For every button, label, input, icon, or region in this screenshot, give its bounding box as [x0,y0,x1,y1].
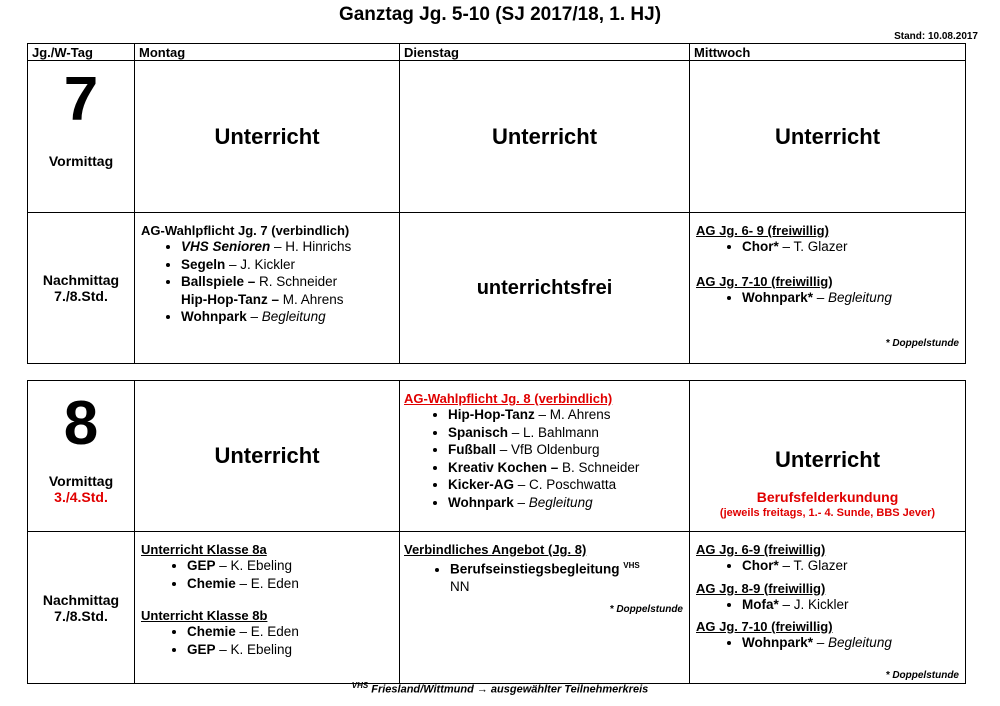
page-title: Ganztag Jg. 5-10 (SJ 2017/18, 1. HJ) [338,4,662,25]
row-label-7-vm [28,61,135,213]
note-doppelstunde: * Doppelstunde [885,670,959,681]
cell-8-di-nm: Verbindliches Angebot (Jg. 8) • Berufseinstiegsbegleitung $^{VHS}$ NN * Doppelstunde [400,532,690,684]
header-jg: Jg./W-Tag [28,44,135,61]
note-doppelstunde: * Doppelstunde [609,604,683,615]
grade-number: 7 [63,65,99,134]
cell-7-mo-nm: AG-Wahlpflicht Jg. 7 (verbindlich) • VHS Senioren – H. Hinrichs • Segeln – J. Kickler • Ballspiele – R. Schneider Hip-Hop-Tanz – M. Ahrens • Wohnpark – Begleitung [135,213,400,364]
stand-date: Stand: 10.08.2017 [894,31,978,42]
cell-7-mo-vm: Unterricht [135,61,400,213]
cell-8-mo-nm: Unterricht Klasse 8a • GEP – K. Ebeling • Chemie – E. Eden Unterricht Klasse 8b • Chemie – E. Eden • GEP – K. Ebeling [135,532,400,684]
note-doppelstunde: * Doppelstunde [885,338,959,349]
cell-8-di-vm: AG-Wahlpflicht Jg. 8 (verbindlich) • Hip-Hop-Tanz – M. Ahrens • Spanisch – L. Bahlmann • Fußball – VfB Oldenburg • Kreativ Kochen – B. Schneider • Kicker-AG – C. Poschwatta • Wohnpark – Begleitung [400,381,690,532]
cell-8-mo-vm: Unterricht [135,381,400,532]
header-mittwoch: Mittwoch [690,44,966,61]
cell-7-mi-vm: Unterricht [690,61,966,213]
vormittag-label: Vormittag [48,153,114,169]
schedule-table-7 [27,43,966,364]
row-label-8-nm: Nachmittag 7./8.Std. [28,532,135,684]
cell-8-mi-vm: Unterricht Berufsfelderkundung (jeweils freitags, 1.- 4. Sunde, BBS Jever) [690,381,966,532]
cell-8-mi-nm: AG Jg. 6-9 (freiwillig) • Chor* – T. Glazer AG Jg. 8-9 (freiwillig) • Mofa* – J. Kickler AG Jg. 7-10 (freiwillig) • Wohnpark* – Begleitung * Doppelstunde [690,532,966,684]
cell-7-di-nm: unterrichtsfrei [400,213,690,364]
cell-7-mi-nm: AG Jg. 6- 9 (freiwillig) • Chor* – T. Glazer AG Jg. 7-10 (freiwillig) • Wohnpark* – Begleitung * Doppelstunde [690,213,966,364]
header-montag: Montag [135,44,400,61]
cell-7-di-vm: Unterricht [400,61,690,213]
schedule-table-8 [27,380,966,684]
row-label-8-vm: 8 Vormittag 3./4.Std. [28,381,135,532]
grade-number: 8 [63,389,99,458]
row-label-7-nm: Nachmittag 7./8.Std. [28,213,135,364]
header-dienstag: Dienstag [400,44,690,61]
footer-note: $^{VHS}$ Friesland/Wittmund → ausgewählter Teilnehmerkreis [351,681,649,696]
